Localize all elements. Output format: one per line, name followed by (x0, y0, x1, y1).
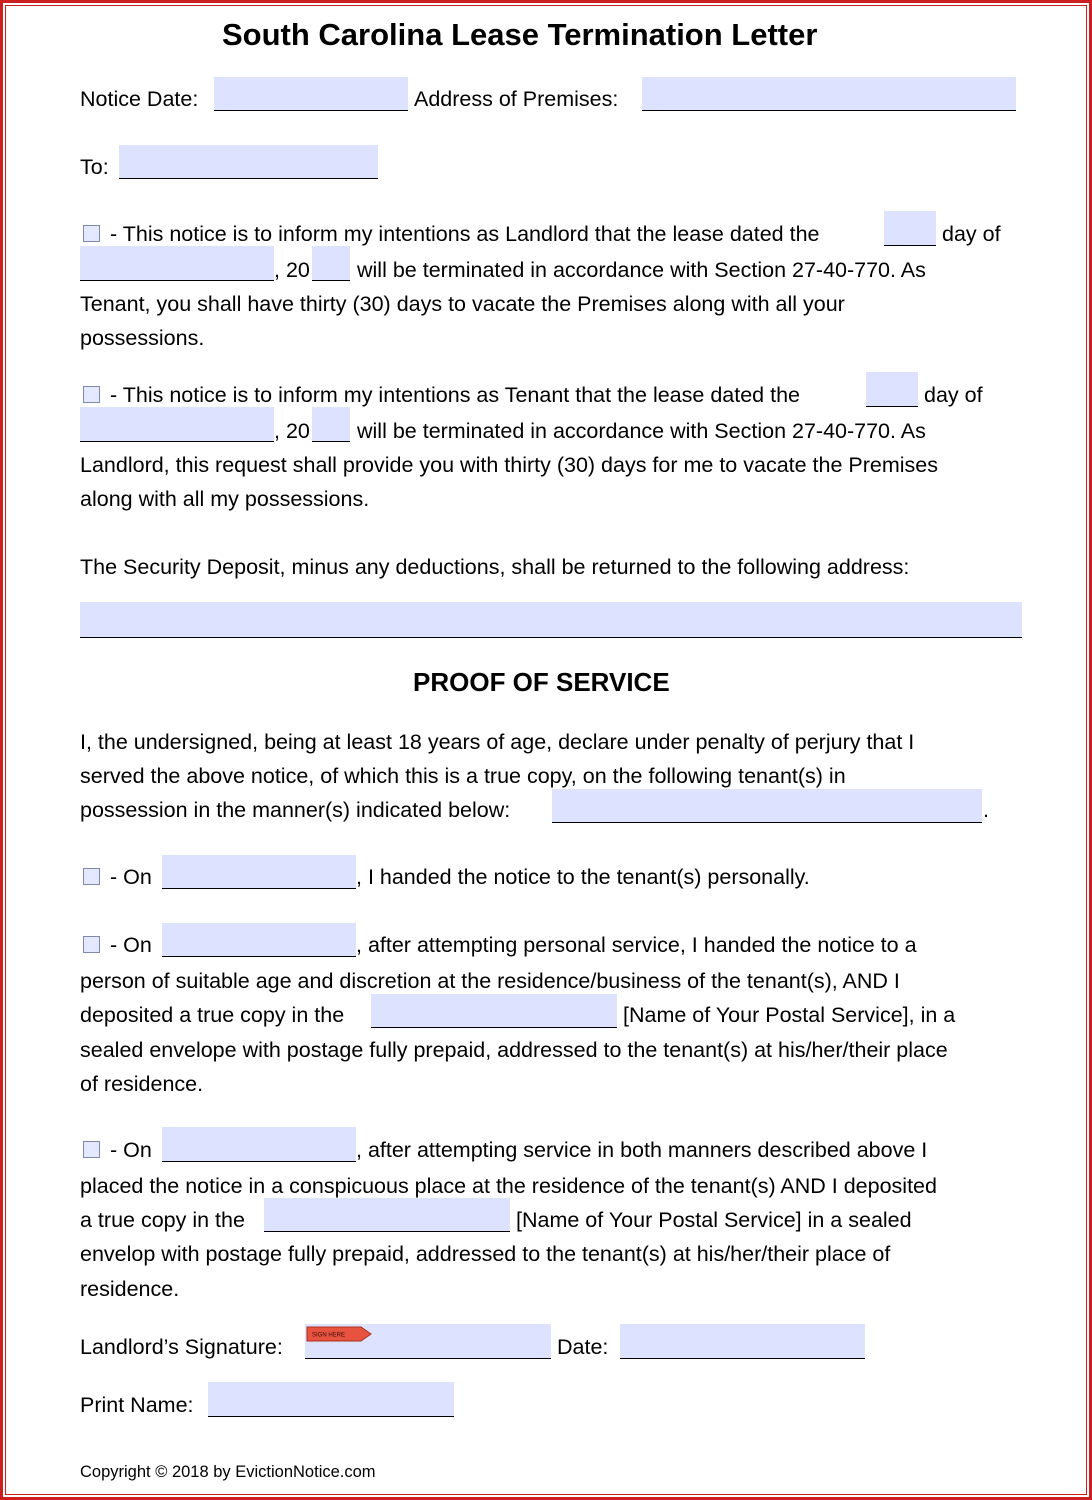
proof-intro-line1: I, the undersigned, being at least 18 years of age, declare under penalty of perjury that I (80, 730, 915, 754)
service3-line3b: [Name of Your Postal Service] in a sealed (516, 1208, 912, 1232)
service-substitute-checkbox[interactable] (83, 936, 100, 953)
service2-line4: sealed envelope with postage fully prepaid, addressed to the tenant(s) at his/her/their place (80, 1038, 948, 1062)
tenant-line4: along with all my possessions. (80, 487, 370, 511)
landlord-line1b: day of (942, 222, 1001, 246)
to-label: To: (80, 155, 109, 179)
date-label: Date: (557, 1335, 609, 1359)
landlord-notice-checkbox[interactable] (83, 225, 100, 242)
service1-on: - On (110, 865, 152, 889)
deposit-address-field[interactable] (80, 602, 1022, 638)
service2-date-field[interactable] (162, 923, 356, 957)
tenants-served-field[interactable] (552, 789, 982, 823)
service3-on: - On (110, 1138, 152, 1162)
tenant-notice-checkbox[interactable] (83, 386, 100, 403)
service3-date-field[interactable] (162, 1127, 356, 1162)
landlord-lease-year-field[interactable] (312, 246, 350, 281)
service3-line5: residence. (80, 1277, 180, 1301)
signature-label: Landlord’s Signature: (80, 1335, 283, 1359)
signature-date-field[interactable] (620, 1324, 865, 1359)
landlord-line2b: will be terminated in accordance with Section 27-40-770. As (357, 258, 926, 282)
service3-line4: envelop with postage fully prepaid, addressed to the tenant(s) at his/her/their place of (80, 1242, 891, 1266)
service3-line2: placed the notice in a conspicuous place at the residence of the tenant(s) AND I deposited (80, 1174, 937, 1198)
sign-here-tag-text: SIGN HERE (312, 1332, 346, 1339)
address-field[interactable] (642, 77, 1016, 111)
tenant-lease-day-field[interactable] (866, 372, 918, 407)
service2-line1: , after attempting personal service, I handed the notice to a (356, 933, 917, 957)
notice-date-field[interactable] (214, 77, 408, 111)
tenant-line1a: - This notice is to inform my intentions as Tenant that the lease dated the (110, 383, 800, 407)
service3-postal-field[interactable] (264, 1198, 510, 1232)
document-title: South Carolina Lease Termination Letter (222, 17, 818, 52)
service3-line3a: a true copy in the (80, 1208, 245, 1232)
copyright-text: Copyright © 2018 by EvictionNotice.com (80, 1463, 376, 1481)
service1-date-field[interactable] (162, 855, 356, 889)
print-name-label: Print Name: (80, 1393, 194, 1417)
landlord-line2a: , 20 (274, 258, 310, 282)
service2-line5: of residence. (80, 1072, 204, 1096)
proof-heading: PROOF OF SERVICE (413, 667, 670, 697)
tenant-lease-month-field[interactable] (80, 407, 274, 442)
address-label: Address of Premises: (414, 87, 619, 111)
to-field[interactable] (119, 145, 378, 179)
landlord-lease-day-field[interactable] (884, 211, 936, 246)
deposit-text: The Security Deposit, minus any deductions, shall be returned to the following address: (80, 555, 910, 579)
tenant-lease-year-field[interactable] (312, 407, 350, 442)
service1-rest: , I handed the notice to the tenant(s) personally. (356, 865, 810, 889)
landlord-line1a: - This notice is to inform my intentions as Landlord that the lease dated the (110, 222, 820, 246)
service2-on: - On (110, 933, 152, 957)
print-name-field[interactable] (208, 1382, 454, 1417)
service2-line3a: deposited a true copy in the (80, 1003, 345, 1027)
sign-here-tag-icon (305, 1325, 373, 1343)
proof-intro-line3: possession in the manner(s) indicated below: (80, 798, 511, 822)
notice-date-label: Notice Date: (80, 87, 199, 111)
service2-line2: person of suitable age and discretion at the residence/business of the tenant(s), AND I (80, 969, 900, 993)
landlord-lease-month-field[interactable] (80, 246, 274, 281)
landlord-line3: Tenant, you shall have thirty (30) days to vacate the Premises along with all your (80, 292, 845, 316)
service2-line3b: [Name of Your Postal Service], in a (623, 1003, 956, 1027)
tenant-line2a: , 20 (274, 419, 310, 443)
landlord-line4: possessions. (80, 326, 205, 350)
tenant-line1b: day of (924, 383, 983, 407)
tenant-line3: Landlord, this request shall provide you with thirty (30) days for me to vacate the Premises (80, 453, 939, 477)
proof-intro-period: . (983, 798, 989, 822)
service-posting-checkbox[interactable] (83, 1141, 100, 1158)
service3-line1: , after attempting service in both manners described above I (356, 1138, 928, 1162)
service-personal-checkbox[interactable] (83, 868, 100, 885)
service2-postal-field[interactable] (371, 994, 617, 1028)
proof-intro-line2: served the above notice, of which this is a true copy, on the following tenant(s) in (80, 764, 846, 788)
tenant-line2b: will be terminated in accordance with Section 27-40-770. As (357, 419, 926, 443)
